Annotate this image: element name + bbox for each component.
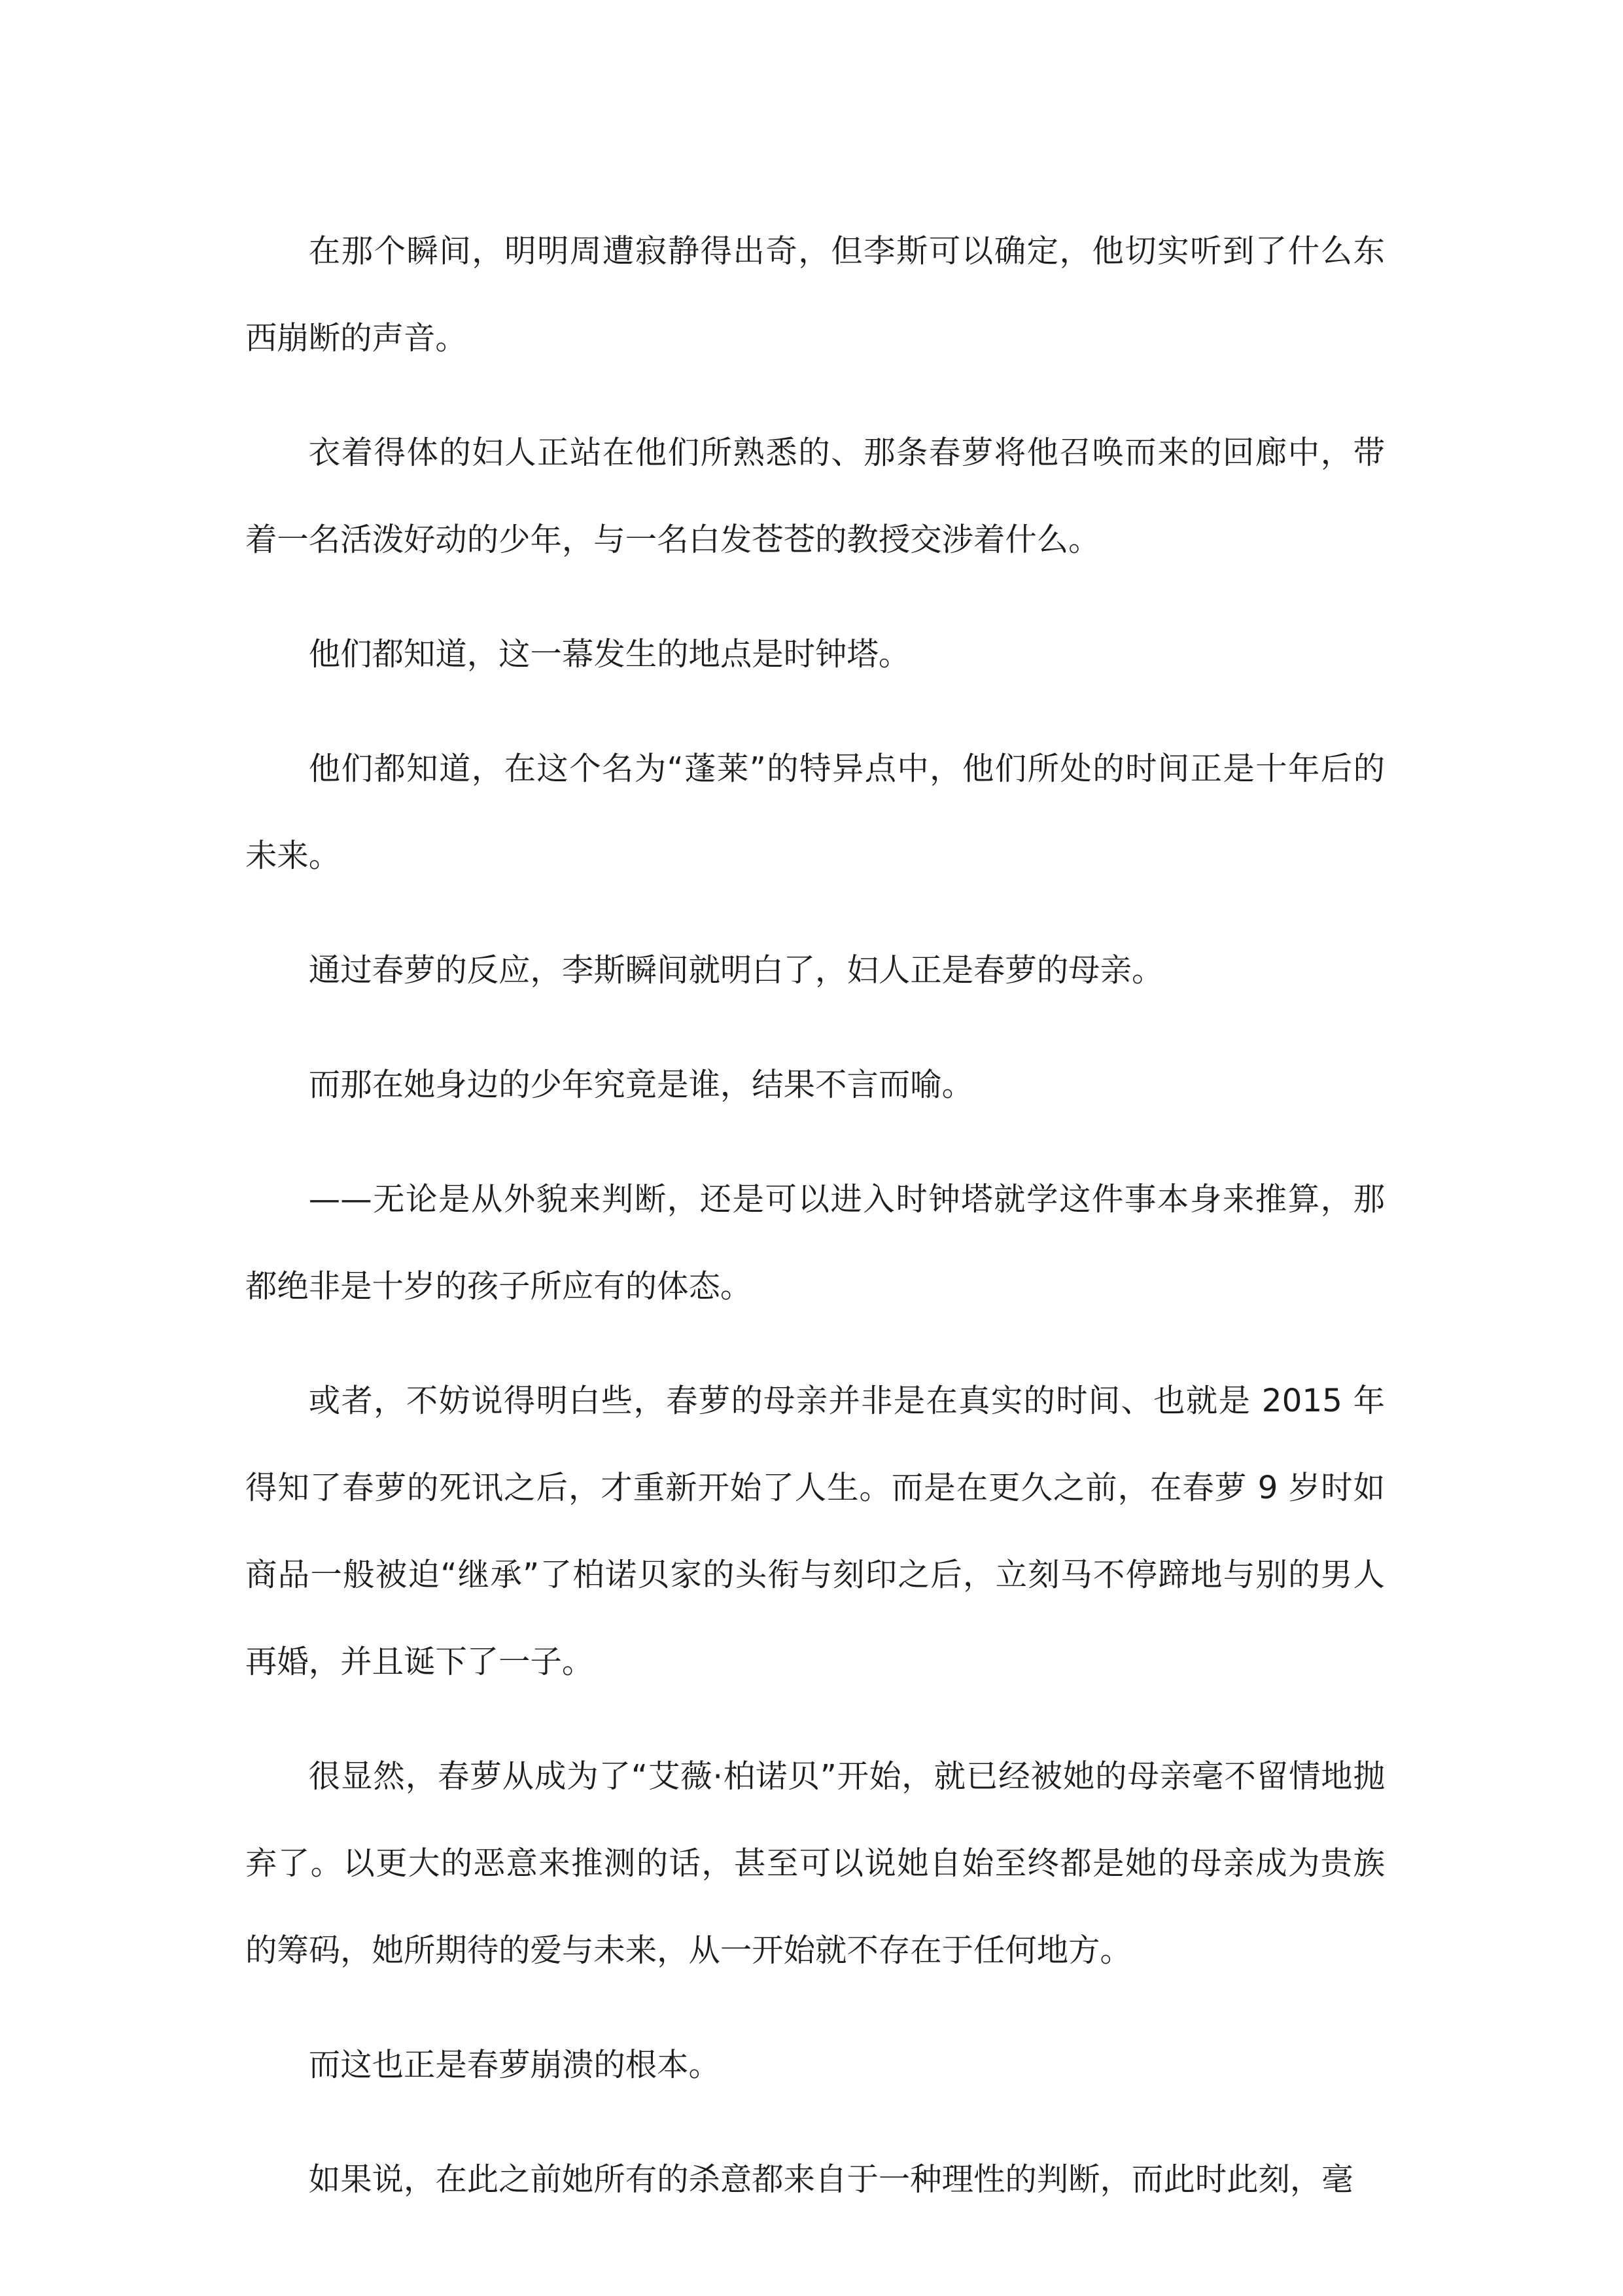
paragraph-9: 很显然，春萝从成为了“艾薇·柏诺贝”开始，就已经被她的母亲毫不留情地抛弃了。以更大的恶意来推测的话，甚至可以说她自始至终都是她的母亲成为贵族的筹码，她所期待的爱与未来，从一开始就不存在于任何地方。 — [245, 1758, 1385, 1969]
body-text — [245, 208, 1385, 2251]
paragraph-2: 衣着得体的妇人正站在他们所熟悉的、那条春萝将他召唤而来的回廊中，带着一名活泼好动的少年，与一名白发苍苍的教授交涉着什么。 — [245, 434, 1385, 558]
paragraph-1: 在那个瞬间，明明周遭寂静得出奇，但李斯可以确定，他切实听到了什么东西崩断的声音。 — [245, 233, 1385, 357]
paragraph-8: 或者，不妨说得明白些，春萝的母亲并非是在真实的时间、也就是 2015 年得知了春萝的死讯之后，才重新开始了人生。而是在更久之前，在春萝 9 岁时如商品一般被迫“继承”了柏诺贝家的头衔与刻印之后，立刻马不停蹄地与别的男人再婚，并且诞下了一子。 — [245, 1383, 1385, 1680]
paragraph-10: 而这也正是春萝崩溃的根本。 — [308, 2047, 720, 2083]
paragraph-11: 如果说，在此之前她所有的杀意都来自于一种理性的判断，而此时此刻，毫 — [308, 2161, 1353, 2198]
paragraph-7: ——无论是从外貌来判断，还是可以进入时钟塔就学这件事本身来推算，那都绝非是十岁的孩子所应有的体态。 — [245, 1181, 1385, 1305]
paragraph-6: 而那在她身边的少年究竟是谁，结果不言而喻。 — [308, 1067, 973, 1103]
paragraph-5: 通过春萝的反应，李斯瞬间就明白了，妇人正是春萝的母亲。 — [308, 952, 1164, 989]
paragraph-3: 他们都知道，这一幕发生的地点是时钟塔。 — [308, 636, 911, 673]
paragraph-4: 他们都知道，在这个名为“蓬莱”的特异点中，他们所处的时间正是十年后的未来。 — [245, 751, 1385, 874]
